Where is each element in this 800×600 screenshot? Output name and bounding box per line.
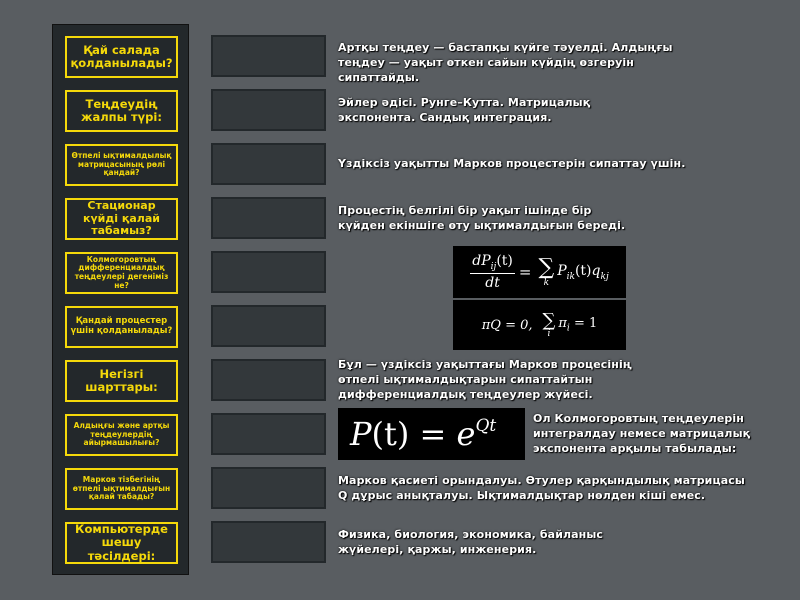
sum-symbol: ∑ i: [542, 309, 556, 339]
drop-box[interactable]: [211, 35, 326, 77]
answer-item[interactable]: Марков қасиеті орындалуы. Өтулер қарқындылық матрицасы Q дұрыс анықталуы. Ықтималдықтар нөлден кіші емес.: [338, 474, 745, 502]
drop-box[interactable]: [211, 521, 326, 563]
prompt-tile[interactable]: Колмогоровтың дифференциалдық теңдеулері дегеніміз не?: [65, 252, 178, 294]
drop-box[interactable]: [211, 413, 326, 455]
stationary-equation-card[interactable]: πQ = 0, ∑ i $\pi_i = 1$: [453, 300, 626, 350]
drop-box[interactable]: [211, 251, 326, 293]
prompt-tile[interactable]: Өтпелі ықтималдылық матрицасының рөлі қандай?: [65, 144, 178, 186]
prompt-tile[interactable]: Компьютерде шешу тәсілдері:: [65, 522, 178, 564]
prompt-tile[interactable]: Негізгі шарттары:: [65, 360, 178, 402]
drop-box[interactable]: [211, 467, 326, 509]
answer-item[interactable]: Физика, биология, экономика, байланыс жүйелері, қаржы, инженерия.: [338, 528, 604, 556]
answer-item[interactable]: Ол Колмогоровтың теңдеулерін интегралдау немесе матрицалық экспонента арқылы табылады:: [533, 412, 751, 455]
prompt-tile[interactable]: Қандай процестер үшін қолданылады?: [65, 306, 178, 348]
answer-item[interactable]: Процестің белгілі бір уақыт ішінде бір күйден екіншіге өту ықтималдығын береді.: [338, 204, 626, 232]
matrix-exponential-card[interactable]: $P(t) = e^{Qt}$: [338, 408, 525, 460]
drop-box[interactable]: [211, 143, 326, 185]
drop-box[interactable]: [211, 197, 326, 239]
sum-symbol: ∑ k: [538, 254, 555, 288]
kolmogorov-equation-card[interactable]: $\frac{dP_{ij}(t)}{dt}$ = ∑ k $P_{ik}(t)q_{kj}$: [453, 246, 626, 298]
prompt-tile[interactable]: Қай салада қолданылады?: [65, 36, 178, 78]
prompt-tile[interactable]: Алдыңғы және артқы теңдеулердің айырмашылығы?: [65, 414, 178, 456]
answer-item[interactable]: Эйлер әдісі. Рунге–Кутта. Матрицалық экспонента. Сандық интеграция.: [338, 96, 591, 124]
prompt-tile[interactable]: Стационар күйді қалай табамыз?: [65, 198, 178, 240]
prompts-panel: [52, 24, 189, 575]
drop-box[interactable]: [211, 305, 326, 347]
answer-item[interactable]: Бұл — үздіксіз уақыттағы Марков процесінің өтпелі ықтималдықтарын сипаттайтын дифференциалдық теңдеулер жүйесі.: [338, 358, 632, 401]
prompt-tile[interactable]: Теңдеудің жалпы түрі:: [65, 90, 178, 132]
derivative-fraction: $\frac{dP_{ij}(t)}{dt}$: [472, 253, 513, 291]
answer-item[interactable]: Артқы теңдеу — бастапқы күйге тәуелді. Алдыңғы теңдеу — уақыт өткен сайын күйдің өзгеруін сипаттайды.: [338, 41, 673, 84]
answer-item[interactable]: Үздіксіз уақытты Марков процестерін сипаттау үшін.: [338, 157, 686, 170]
prompt-tile[interactable]: Марков тізбегінің өтпелі ықтималдығын қалай табады?: [65, 468, 178, 510]
drop-box[interactable]: [211, 359, 326, 401]
drop-box[interactable]: [211, 89, 326, 131]
